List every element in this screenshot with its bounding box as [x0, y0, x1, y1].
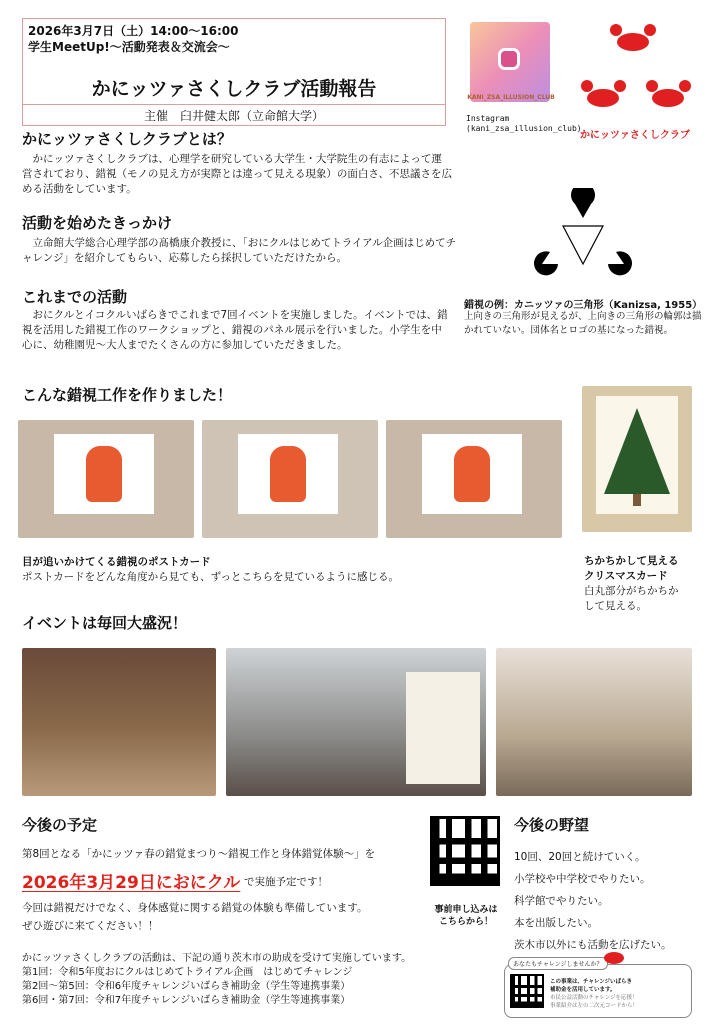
event-photo-3 — [496, 648, 692, 796]
header-event: 学生MeetUp!～活動発表＆交流会～ — [28, 40, 230, 54]
event-photo-2 — [226, 648, 486, 796]
hopes-heading: 今後の野望 — [514, 816, 590, 834]
logo-text: かにッツァさくしクラブ — [580, 130, 690, 141]
postcard-photo-1 — [18, 420, 194, 538]
plans-highlight: 2026年3月29日におにクル — [22, 873, 241, 893]
badge-tag: あなたもチャレンジしませんか？ — [508, 957, 608, 970]
postcard-photo-3 — [386, 420, 562, 538]
header-date: 2026年3月7日（土）14:00～16:00 — [28, 24, 239, 38]
kanizsa-caption-body: 上向きの三角形が見えるが、上向きの三角形の輪郭は描かれていない。団体名とロゴの基になった錯視。 — [464, 311, 702, 336]
history-heading: これまでの活動 — [22, 288, 128, 306]
badge-crab-icon — [604, 952, 624, 964]
postcard-photo-2 — [202, 420, 378, 538]
event-photo-1 — [22, 648, 216, 796]
plans-line4: ぜひ遊びに来てください！！ — [22, 920, 159, 932]
funding-block — [22, 952, 411, 1008]
signup-qr[interactable] — [430, 816, 500, 886]
about-heading: かにッツァさくしクラブとは？ — [22, 130, 232, 148]
instagram-qr-label: KANI_ZSA_ILLUSION_CLUB — [467, 94, 555, 101]
plans-heading: 今後の予定 — [22, 816, 98, 834]
kanizsa-caption-title: 錯視の例：カニッツァの三角形（Kanizsa, 1955） — [464, 300, 703, 311]
devil-character-icon — [454, 446, 490, 502]
devil-character-icon — [86, 446, 122, 502]
plans-highlight-suffix: で実施予定です！ — [244, 876, 328, 888]
instagram-caption: Instagram (kani_zsa_illusion_club) — [466, 114, 582, 133]
events-heading: イベントは毎回大盛況！ — [22, 614, 188, 632]
organizer: 主催 臼井健太郎（立命館大学） — [143, 109, 324, 123]
plans-line3: 今回は錯視だけでなく、身体感覚に関する錯覚の体験も準備しています。 — [22, 902, 368, 914]
instagram-icon — [498, 48, 520, 70]
signup-caption: 事前申し込みは こちらから！ — [434, 905, 498, 927]
kanizsa-triangle-figure — [528, 188, 638, 288]
funding-line: 第6回・第7回：令和7年度チャレンジいばらき補助金（学生等連携事業） — [22, 995, 351, 1006]
christmas-tree-icon — [604, 408, 670, 508]
funding-intro: かにッツァさくしクラブの活動は、下記の通り茨木市の助成を受けて実施しています。 — [22, 953, 412, 964]
page-title: かにッツァさくしクラブ活動報告 — [91, 78, 377, 100]
badge-qr[interactable] — [510, 974, 544, 1008]
xmas-caption: ちかちかして見える クリスマスカード 白丸部分がちかちか して見える。 — [584, 555, 679, 612]
list-item: 本を出版したい。 — [514, 917, 598, 929]
plans-line1: 第8回となる「かにッツァ春の錯覚まつり～錯視工作と身体錯覚体験～」を — [22, 848, 376, 860]
list-item: 茨木市以外にも活動を広げたい。 — [514, 939, 672, 951]
list-item: 10回、20回と続けていく。 — [514, 851, 646, 863]
list-item: 科学館でやりたい。 — [514, 895, 609, 907]
funding-line: 第2回～第5回：令和6年度チャレンジいばらき補助金（学生等連携事業） — [22, 981, 351, 992]
history-body: おにクルとイコクルいばらきでこれまで7回イベントを実施しました。イベントでは、錯視を活用した錯視工作のワークショップと、錯視のパネル展示を行いました。小学生を中心に、幼稚園児～大人までたくさんの方に参加していただきました。 — [22, 309, 448, 351]
hopes-list — [514, 846, 672, 956]
list-item: 小学校や中学校でやりたい。 — [514, 873, 651, 885]
crab-logo-icon — [578, 20, 698, 120]
postcard-body: ポストカードをどんな角度から見ても、ずっとこちらを見ているように感じる。 — [22, 571, 400, 583]
about-body: かにッツァさくしクラブは、心理学を研究している大学生・大学院生の有志によって運営されており、錯視（モノの見え方が実際とは違って見える現象）の面白さ、不思議さを広める活動をしています。 — [22, 153, 452, 195]
funding-line: 第1回：令和5年度おにクルはじめてトライアル企画 はじめてチャレンジ — [22, 967, 353, 978]
xmas-card-photo — [582, 386, 692, 532]
postcard-title: 目が追いかけてくる錯視のポストカード — [22, 556, 211, 568]
badge-text: この事業は、チャレンジいばらき 補助金を活用しています。 市民公益活動のチャレンジを応援！ 事業紹介は左の二次元コードから！ — [550, 979, 639, 1009]
origin-body: 立命館大学総合心理学部の髙橋康介教授に、「おにクルはじめてトライアル企画はじめてチャレンジ」を紹介してもらい、応募したら採択していただけたから。 — [22, 237, 457, 264]
header-divider — [22, 104, 446, 105]
origin-heading: 活動を始めたきっかけ — [22, 214, 173, 232]
crafts-heading: こんな錯視工作を作りました！ — [22, 386, 233, 404]
devil-character-icon — [270, 446, 306, 502]
